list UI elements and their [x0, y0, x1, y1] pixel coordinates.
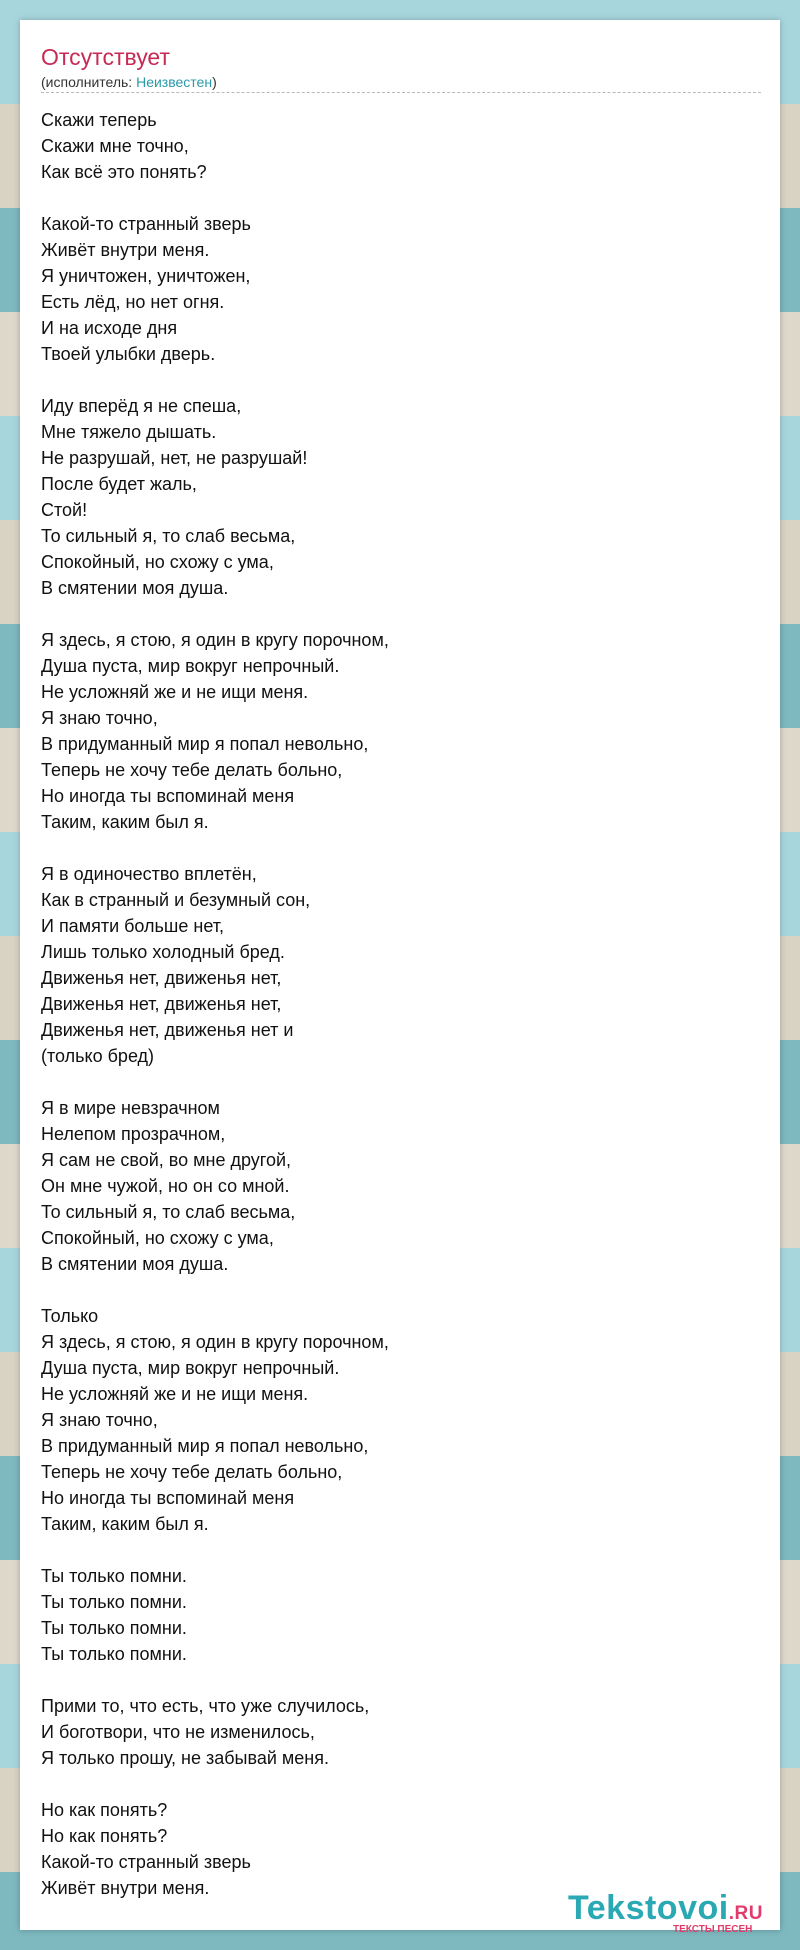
lyrics-line: Но иногда ты вспоминай меня	[41, 1488, 295, 1508]
lyrics-line: Движенья нет, движенья нет,	[41, 968, 282, 988]
lyrics-line: Не разрушай, нет, не разрушай!	[41, 448, 308, 468]
artist-prefix: (исполнитель:	[41, 74, 137, 90]
artist-line	[41, 74, 217, 90]
lyrics-blank-line	[41, 601, 761, 627]
logo-name: Tekstovoi	[568, 1889, 729, 1927]
lyrics-line: Теперь не хочу тебе делать больно,	[41, 1462, 343, 1482]
lyrics-card	[20, 20, 780, 1935]
lyrics-line: Живёт внутри меня.	[41, 240, 210, 260]
lyrics-line: Я только прошу, не забывай меня.	[41, 1748, 329, 1768]
lyrics-line: В придуманный мир я попал невольно,	[41, 1436, 369, 1456]
lyrics-line: В смятении моя душа.	[41, 578, 229, 598]
title-divider	[41, 92, 761, 93]
lyrics-blank-line	[41, 1771, 761, 1797]
song-title: Отсутствует	[41, 44, 170, 70]
lyrics-line: В придуманный мир я попал невольно,	[41, 734, 369, 754]
logo-tld: .RU	[728, 1903, 763, 1924]
lyrics-line: Он мне чужой, но он со мной.	[41, 1176, 290, 1196]
lyrics-line: Таким, каким был я.	[41, 812, 209, 832]
logo-tagline: ТЕКСТЫ ПЕСЕН	[673, 1924, 753, 1935]
lyrics-line: Таким, каким был я.	[41, 1514, 209, 1534]
lyrics-blank-line	[41, 1667, 761, 1693]
lyrics-line: Живёт внутри меня.	[41, 1878, 210, 1898]
lyrics-line: Движенья нет, движенья нет и	[41, 1020, 294, 1040]
lyrics-line: Мне тяжело дышать.	[41, 422, 217, 442]
lyrics-line: Как в странный и безумный сон,	[41, 890, 311, 910]
lyrics-line: Твоей улыбки дверь.	[41, 344, 216, 364]
lyrics-line: Но как понять?	[41, 1826, 168, 1846]
lyrics-line: Ты только помни.	[41, 1592, 187, 1612]
lyrics-line: Но как понять?	[41, 1800, 168, 1820]
lyrics-blank-line	[41, 367, 761, 393]
lyrics-line: Только	[41, 1306, 99, 1326]
lyrics-line: Не усложняй же и не ищи меня.	[41, 682, 309, 702]
logo-wordmark	[568, 1889, 763, 1928]
lyrics-line: Я здесь, я стою, я один в кругу порочном,	[41, 1332, 389, 1352]
lyrics-blank-line	[41, 1069, 761, 1095]
lyrics-blank-line	[41, 185, 761, 211]
lyrics-line: Ты только помни.	[41, 1644, 187, 1664]
lyrics-line: Душа пуста, мир вокруг непрочный.	[41, 1358, 340, 1378]
lyrics-line: Есть лёд, но нет огня.	[41, 292, 225, 312]
lyrics-line: Не усложняй же и не ищи меня.	[41, 1384, 309, 1404]
lyrics-line: Скажи теперь	[41, 110, 157, 130]
lyrics-line: Как всё это понять?	[41, 162, 207, 182]
artist-suffix: )	[212, 74, 217, 90]
lyrics-blank-line	[41, 835, 761, 861]
lyrics-line: Спокойный, но схожу с ума,	[41, 1228, 274, 1248]
lyrics-line: Прими то, что есть, что уже случилось,	[41, 1696, 370, 1716]
lyrics-line: Стой!	[41, 500, 88, 520]
lyrics-line: Иду вперёд я не спеша,	[41, 396, 242, 416]
lyrics-blank-line	[41, 1277, 761, 1303]
lyrics-line: Ты только помни.	[41, 1566, 187, 1586]
lyrics-line: То сильный я, то слаб весьма,	[41, 1202, 296, 1222]
lyrics-line: Я сам не свой, во мне другой,	[41, 1150, 292, 1170]
lyrics-line: Я знаю точно,	[41, 1410, 158, 1430]
tekstovoi-logo[interactable]	[568, 1889, 778, 1935]
lyrics-line: Но иногда ты вспоминай меня	[41, 786, 295, 806]
lyrics-line: После будет жаль,	[41, 474, 197, 494]
lyrics-line: Спокойный, но схожу с ума,	[41, 552, 274, 572]
artist-link[interactable]: Неизвестен	[136, 74, 213, 90]
lyrics-line: Я знаю точно,	[41, 708, 158, 728]
lyrics-line: Я в одиночество вплетён,	[41, 864, 257, 884]
lyrics-line: И боготвори, что не изменилось,	[41, 1722, 315, 1742]
lyrics-text	[41, 107, 761, 1901]
lyrics-line: Я здесь, я стою, я один в кругу порочном,	[41, 630, 389, 650]
lyrics-line: И памяти больше нет,	[41, 916, 224, 936]
lyrics-line: В смятении моя душа.	[41, 1254, 229, 1274]
lyrics-line: Я уничтожен, уничтожен,	[41, 266, 251, 286]
lyrics-line: Какой-то странный зверь	[41, 1852, 251, 1872]
lyrics-line: Лишь только холодный бред.	[41, 942, 285, 962]
lyrics-line: Теперь не хочу тебе делать больно,	[41, 760, 343, 780]
lyrics-line: Движенья нет, движенья нет,	[41, 994, 282, 1014]
lyrics-line: Нелепом прозрачном,	[41, 1124, 226, 1144]
lyrics-line: Ты только помни.	[41, 1618, 187, 1638]
lyrics-line: Скажи мне точно,	[41, 136, 189, 156]
lyrics-line: И на исходе дня	[41, 318, 178, 338]
lyrics-line: Какой-то странный зверь	[41, 214, 251, 234]
lyrics-line: Я в мире невзрачном	[41, 1098, 220, 1118]
lyrics-line: То сильный я, то слаб весьма,	[41, 526, 296, 546]
lyrics-line: (только бред)	[41, 1046, 155, 1066]
lyrics-blank-line	[41, 1537, 761, 1563]
lyrics-line: Душа пуста, мир вокруг непрочный.	[41, 656, 340, 676]
